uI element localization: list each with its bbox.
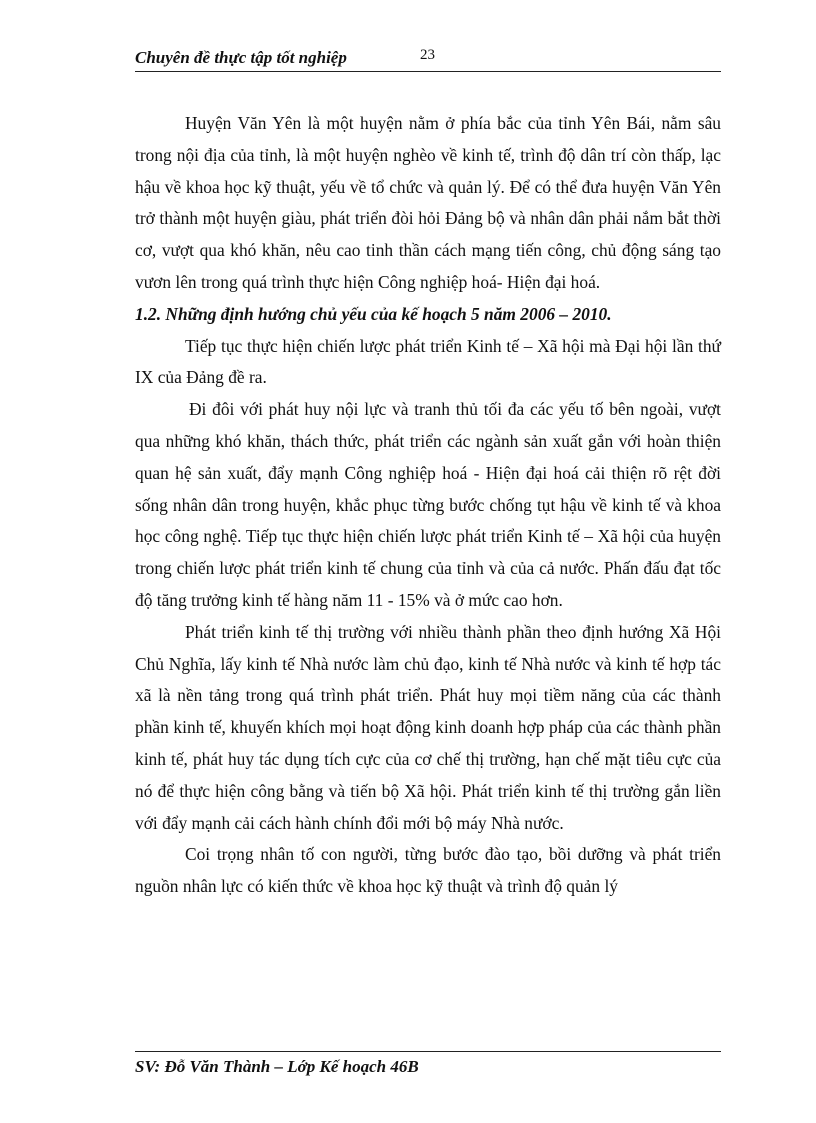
header-title: Chuyên đề thực tập tốt nghiệp [135,48,347,67]
paragraph-5: Coi trọng nhân tố con người, từng bước đào tạo, bồi dưỡng và phát triển nguồn nhân lực có kiến thức về khoa học kỹ thuật và trình độ quản lý [135,844,721,897]
section-heading: 1.2. Những định hướng chủ yếu của kế hoạch 5 năm 2006 – 2010. [135,303,612,324]
page-header [135,48,721,70]
paragraph-1: Huyện Văn Yên là một huyện nằm ở phía bắc của tỉnh Yên Bái, nằm sâu trong nội địa của tỉnh, là một huyện nghèo về kinh tế, trình độ dân trí còn thấp, lạc hậu về khoa học kỹ thuật, yếu về tổ chức và quản lý. Để có thể đưa huyện Văn Yên trở thành một huyện giàu, phát triển đòi hỏi Đảng bộ và nhân dân phải nắm bắt thời cơ, vượt qua khó khăn, nêu cao tinh thần cách mạng tiến công, chủ động sáng tạo vươn lên trong quá trình thực hiện Công nghiệp hoá- Hiện đại hoá. [135,113,721,292]
paragraph-4: Phát triển kinh tế thị trường với nhiều thành phần theo định hướng Xã Hội Chủ Nghĩa, lấy kinh tế Nhà nước làm chủ đạo, kinh tế Nhà nước và kinh tế hợp tác xã là nền tảng trong quá trình phát triển. Phát huy mọi tiềm năng của các thành phần kinh tế, khuyến khích mọi hoạt động kinh doanh hợp pháp của các thành phần kinh tế, phát huy tác dụng tích cực của cơ chế thị trường, hạn chế mặt tiêu cực của nó để thực hiện công bằng và tiến bộ Xã hội. Phát triển kinh tế thị trường gắn liền với đẩy mạnh cải cách hành chính đổi mới bộ máy Nhà nước. [135,621,721,833]
paragraph-3: Đi đôi với phát huy nội lực và tranh thủ tối đa các yếu tố bên ngoài, vượt qua những khó khăn, thách thức, phát triển các ngành sản xuất gắn với hoàn thiện quan hệ sản xuất, đẩy mạnh Công nghiệp hoá - Hiện đại hoá cải thiện rõ rệt đời sống nhân dân trong huyện, khắc phục từng bước chống tụt hậu về kinh tế và khoa học công nghệ. Tiếp tục thực hiện chiến lược phát triển Kinh tế – Xã hội của huyện trong chiến lược phát triển kinh tế chung của tỉnh và của cả nước. Phấn đấu đạt tốc độ tăng trưởng kinh tế hàng năm 11 - 15% và ở mức cao hơn. [135,399,721,610]
document-body [135,108,721,903]
page-number: 23 [420,47,435,63]
paragraph-2: Tiếp tục thực hiện chiến lược phát triển Kinh tế – Xã hội mà Đại hội lần thứ IX của Đảng đề ra. [135,335,721,388]
header-divider [135,71,721,72]
page-footer: SV: Đỗ Văn Thành – Lớp Kế hoạch 46B [135,1057,419,1076]
footer-divider [135,1051,721,1052]
